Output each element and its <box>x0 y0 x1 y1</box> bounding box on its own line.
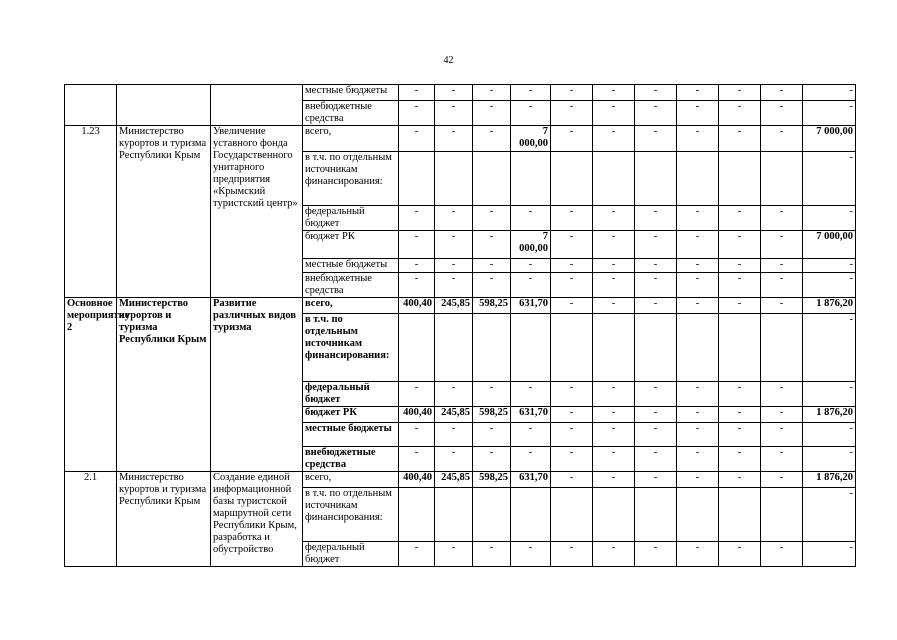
value-cell: - <box>399 447 435 472</box>
value-cell: - <box>635 472 677 488</box>
value-cell: - <box>761 382 803 407</box>
value-cell: - <box>511 273 551 298</box>
value-cell: - <box>435 101 473 126</box>
total-cell: - <box>803 447 856 472</box>
value-cell: - <box>593 447 635 472</box>
value-cell: - <box>551 542 593 567</box>
value-cell: - <box>761 126 803 152</box>
value-cell: - <box>677 407 719 423</box>
value-cell: - <box>593 231 635 259</box>
source-label: внебюджетные средства <box>303 447 399 472</box>
value-cell: - <box>435 85 473 101</box>
value-cell: - <box>761 231 803 259</box>
executor-cell <box>117 85 211 126</box>
table-body <box>65 85 856 567</box>
value-cell: - <box>473 273 511 298</box>
value-cell: - <box>593 85 635 101</box>
value-cell: - <box>677 298 719 314</box>
value-cell: - <box>761 447 803 472</box>
value-cell: - <box>435 273 473 298</box>
total-cell: - <box>803 273 856 298</box>
value-cell: 598,25 <box>473 472 511 488</box>
value-cell: - <box>473 382 511 407</box>
value-cell: - <box>677 101 719 126</box>
value-cell: - <box>511 85 551 101</box>
value-cell: - <box>435 259 473 273</box>
source-label: федеральный бюджет <box>303 542 399 567</box>
value-cell: 400,40 <box>399 298 435 314</box>
source-label: в т.ч. по отдельным источникам финансирования: <box>303 314 399 382</box>
value-cell: - <box>511 206 551 231</box>
value-cell: - <box>399 101 435 126</box>
value-cell: 631,70 <box>511 298 551 314</box>
value-cell: - <box>761 472 803 488</box>
value-cell: 400,40 <box>399 407 435 423</box>
table-row <box>65 126 856 152</box>
value-cell: - <box>719 206 761 231</box>
table-row <box>65 472 856 488</box>
value-cell: - <box>677 472 719 488</box>
measure-name <box>211 85 303 126</box>
value-cell <box>473 488 511 542</box>
source-label: в т.ч. по отдельным источникам финансирования: <box>303 488 399 542</box>
value-cell: - <box>551 472 593 488</box>
value-cell <box>399 488 435 542</box>
value-cell: 245,85 <box>435 298 473 314</box>
value-cell: - <box>399 231 435 259</box>
value-cell: - <box>677 273 719 298</box>
value-cell: 7 000,00 <box>511 231 551 259</box>
total-cell: 7 000,00 <box>803 126 856 152</box>
value-cell: - <box>719 472 761 488</box>
value-cell: - <box>593 423 635 447</box>
value-cell: - <box>635 423 677 447</box>
value-cell: - <box>635 101 677 126</box>
value-cell <box>677 314 719 382</box>
value-cell: - <box>635 231 677 259</box>
value-cell <box>677 152 719 206</box>
value-cell <box>435 314 473 382</box>
value-cell: - <box>473 542 511 567</box>
value-cell <box>551 152 593 206</box>
value-cell <box>511 314 551 382</box>
measure-id <box>65 85 117 126</box>
value-cell: - <box>635 206 677 231</box>
table-row <box>65 85 856 101</box>
value-cell: - <box>761 101 803 126</box>
value-cell <box>761 488 803 542</box>
value-cell: - <box>677 206 719 231</box>
value-cell: - <box>719 231 761 259</box>
value-cell: - <box>511 542 551 567</box>
value-cell: - <box>473 101 511 126</box>
value-cell: - <box>435 126 473 152</box>
value-cell: - <box>635 259 677 273</box>
executor-cell: Министерство курортов и туризма Республики Крым <box>117 126 211 298</box>
value-cell: - <box>551 259 593 273</box>
value-cell: - <box>551 126 593 152</box>
measure-id: 2.1 <box>65 472 117 567</box>
value-cell: - <box>719 273 761 298</box>
value-cell: - <box>551 85 593 101</box>
source-label: местные бюджеты <box>303 259 399 273</box>
value-cell: - <box>551 101 593 126</box>
value-cell <box>635 152 677 206</box>
measure-name: Развитие различных видов туризма <box>211 298 303 472</box>
total-cell: - <box>803 101 856 126</box>
value-cell <box>593 152 635 206</box>
value-cell: - <box>473 423 511 447</box>
value-cell: - <box>399 85 435 101</box>
value-cell: - <box>677 259 719 273</box>
value-cell: - <box>593 273 635 298</box>
value-cell <box>399 314 435 382</box>
source-label: всего, <box>303 126 399 152</box>
total-cell: - <box>803 423 856 447</box>
value-cell: - <box>435 382 473 407</box>
value-cell: - <box>511 259 551 273</box>
value-cell: - <box>593 259 635 273</box>
value-cell: - <box>593 206 635 231</box>
value-cell: - <box>677 382 719 407</box>
value-cell: - <box>593 542 635 567</box>
source-label: всего, <box>303 298 399 314</box>
value-cell: - <box>473 85 511 101</box>
value-cell: - <box>399 206 435 231</box>
value-cell: - <box>719 423 761 447</box>
value-cell: - <box>551 407 593 423</box>
value-cell <box>677 488 719 542</box>
value-cell: - <box>719 85 761 101</box>
source-label: местные бюджеты <box>303 85 399 101</box>
value-cell: - <box>635 85 677 101</box>
value-cell: - <box>593 472 635 488</box>
total-cell: - <box>803 488 856 542</box>
total-cell: - <box>803 206 856 231</box>
value-cell: - <box>551 298 593 314</box>
total-cell: 7 000,00 <box>803 231 856 259</box>
measure-id: 1.23 <box>65 126 117 298</box>
executor-cell: Министерство курортов и туризма Республики Крым <box>117 472 211 567</box>
value-cell: - <box>635 126 677 152</box>
value-cell <box>719 152 761 206</box>
value-cell: - <box>551 206 593 231</box>
value-cell: - <box>511 382 551 407</box>
value-cell: - <box>511 101 551 126</box>
value-cell: 7 000,00 <box>511 126 551 152</box>
value-cell: - <box>761 407 803 423</box>
source-label: бюджет РК <box>303 231 399 259</box>
value-cell: - <box>761 273 803 298</box>
value-cell: - <box>593 126 635 152</box>
value-cell: - <box>399 542 435 567</box>
value-cell: - <box>593 298 635 314</box>
value-cell: 598,25 <box>473 407 511 423</box>
value-cell: - <box>677 423 719 447</box>
total-cell: 1 876,20 <box>803 407 856 423</box>
value-cell: - <box>551 447 593 472</box>
value-cell <box>719 314 761 382</box>
value-cell <box>473 152 511 206</box>
value-cell: - <box>719 259 761 273</box>
value-cell: - <box>761 298 803 314</box>
value-cell: - <box>435 206 473 231</box>
value-cell: - <box>551 231 593 259</box>
value-cell: - <box>473 206 511 231</box>
value-cell: - <box>551 382 593 407</box>
value-cell <box>399 152 435 206</box>
source-label: местные бюджеты <box>303 423 399 447</box>
value-cell: - <box>761 85 803 101</box>
value-cell: 598,25 <box>473 298 511 314</box>
executor-cell: Министерство курортов и туризма Республики Крым <box>117 298 211 472</box>
total-cell: - <box>803 314 856 382</box>
value-cell: - <box>399 273 435 298</box>
total-cell: - <box>803 382 856 407</box>
value-cell: - <box>435 447 473 472</box>
value-cell: - <box>399 259 435 273</box>
value-cell <box>511 152 551 206</box>
source-label: бюджет РК <box>303 407 399 423</box>
value-cell <box>435 488 473 542</box>
source-label: федеральный бюджет <box>303 206 399 231</box>
value-cell: - <box>435 423 473 447</box>
value-cell: - <box>399 423 435 447</box>
value-cell: - <box>719 382 761 407</box>
total-cell: - <box>803 259 856 273</box>
value-cell <box>719 488 761 542</box>
value-cell: - <box>473 126 511 152</box>
value-cell: - <box>635 542 677 567</box>
value-cell <box>593 488 635 542</box>
value-cell: - <box>719 542 761 567</box>
value-cell: - <box>473 447 511 472</box>
value-cell: - <box>677 542 719 567</box>
value-cell: - <box>761 206 803 231</box>
value-cell: - <box>719 447 761 472</box>
value-cell: - <box>677 447 719 472</box>
value-cell <box>435 152 473 206</box>
source-label: федеральный бюджет <box>303 382 399 407</box>
value-cell: 631,70 <box>511 472 551 488</box>
value-cell: - <box>635 273 677 298</box>
value-cell: - <box>635 382 677 407</box>
value-cell: 631,70 <box>511 407 551 423</box>
value-cell: 400,40 <box>399 472 435 488</box>
value-cell: - <box>551 273 593 298</box>
value-cell: - <box>399 382 435 407</box>
value-cell <box>635 488 677 542</box>
value-cell: - <box>635 407 677 423</box>
value-cell: - <box>511 423 551 447</box>
value-cell <box>551 488 593 542</box>
source-label: внебюджетные средства <box>303 101 399 126</box>
value-cell: - <box>399 126 435 152</box>
page-number: 42 <box>443 55 454 66</box>
value-cell: - <box>761 542 803 567</box>
value-cell: 245,85 <box>435 472 473 488</box>
value-cell: - <box>719 101 761 126</box>
measure-name: Увеличение уставного фонда Государственного унитарного предприятия «Крымский туристский центр» <box>211 126 303 298</box>
value-cell: - <box>677 231 719 259</box>
value-cell: - <box>473 231 511 259</box>
source-label: внебюджетные средства <box>303 273 399 298</box>
value-cell: - <box>593 407 635 423</box>
total-cell: 1 876,20 <box>803 472 856 488</box>
table-row <box>65 298 856 314</box>
value-cell <box>761 152 803 206</box>
value-cell <box>511 488 551 542</box>
financing-table <box>64 84 856 567</box>
value-cell <box>761 314 803 382</box>
value-cell: - <box>719 298 761 314</box>
value-cell: - <box>473 259 511 273</box>
value-cell: - <box>635 447 677 472</box>
source-label: в т.ч. по отдельным источникам финансирования: <box>303 152 399 206</box>
total-cell: - <box>803 542 856 567</box>
measure-id: Основное мероприятие 2 <box>65 298 117 472</box>
total-cell: 1 876,20 <box>803 298 856 314</box>
value-cell <box>551 314 593 382</box>
measure-name: Создание единой информационной базы туристской маршрутной сети Республики Крым, разработка и обустройство <box>211 472 303 567</box>
value-cell: - <box>677 126 719 152</box>
value-cell: - <box>435 231 473 259</box>
value-cell: - <box>593 101 635 126</box>
value-cell: 245,85 <box>435 407 473 423</box>
value-cell: - <box>719 407 761 423</box>
value-cell: - <box>761 423 803 447</box>
value-cell: - <box>677 85 719 101</box>
value-cell: - <box>593 382 635 407</box>
value-cell: - <box>435 542 473 567</box>
value-cell <box>593 314 635 382</box>
total-cell: - <box>803 85 856 101</box>
value-cell: - <box>719 126 761 152</box>
value-cell: - <box>511 447 551 472</box>
value-cell <box>635 314 677 382</box>
value-cell <box>473 314 511 382</box>
value-cell: - <box>551 423 593 447</box>
total-cell: - <box>803 152 856 206</box>
value-cell: - <box>761 259 803 273</box>
value-cell: - <box>635 298 677 314</box>
source-label: всего, <box>303 472 399 488</box>
